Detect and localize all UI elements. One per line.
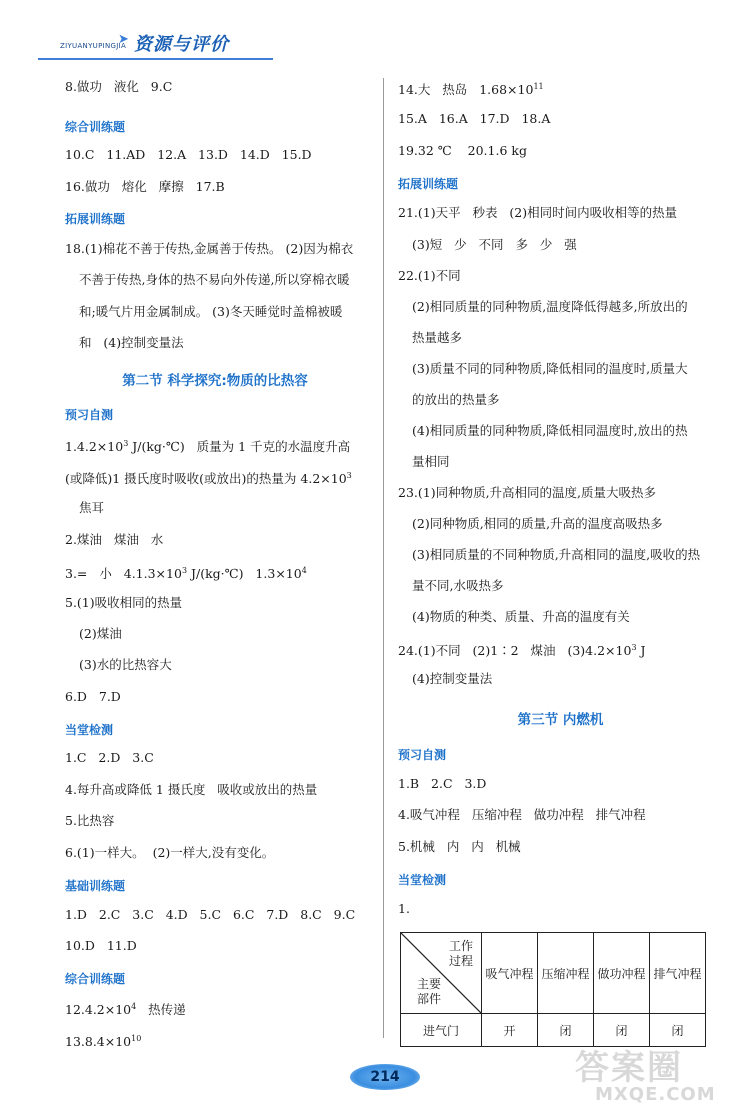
answer-1-line2: (或降低)1 摄氏度时吸收(或放出)的热量为 $4.2\times 10^3$ [65,471,352,487]
cell-compression: 闭 [538,1014,594,1047]
answer-23-2: (2)同种物质,相同的质量,升高的温度高吸热多 [412,516,663,531]
header-pinyin: ZIYUANYUPINGJIA [60,42,127,50]
basic-10-11: 10.D 11.D [65,938,137,953]
engine-1-3: 1.B 2.C 3.D [398,776,487,791]
answer-22-1: 22.(1)不同 [398,268,461,283]
answer-23-3b: 量不同,水吸热多 [412,578,504,593]
answer-6-7: 6.D 7.D [65,689,121,704]
answer-23-3a: (3)相同质量的不同种物质,升高相同的温度,吸收的热 [412,547,701,562]
subhead-extension-2: 拓展训练题 [398,177,459,191]
comp-13: $13.8.4\times 10^{10}$ [65,1034,142,1050]
answer-22-2a: (2)相同质量的同种物质,温度降低得越多,所放出的 [412,299,688,314]
answer-18-line4: 和 (4)控制变量法 [79,335,184,350]
engine-5: 5.机械 内 内 机械 [398,839,521,854]
answer-23-4: (4)物质的种类、质量、升高的温度有关 [412,609,630,624]
check-6: 6.(1)一样大。 (2)一样大,没有变化。 [65,845,275,860]
subhead-comprehensive-2: 综合训练题 [65,972,126,986]
answer-10-15: 10.C 11.AD 12.A 13.D 14.D 15.D [65,147,312,162]
answer-5-2: (2)煤油 [79,626,122,641]
answer-19-20: 19.32 ℃ 20.1.6 kg [398,143,527,158]
answer-22-4b: 量相同 [412,454,450,469]
subhead-comprehensive: 综合训练题 [65,120,126,134]
corner-bottom-label: 主要 部件 [417,977,442,1006]
comp-12: $12.4.2\times 10^4$ 热传递 [65,1002,186,1018]
watermark-bottom: MXQE.COM [595,1084,716,1105]
table-header-row [401,933,706,1014]
row-label-intake-valve: 进气门 [401,1014,482,1047]
header-compression: 压缩冲程 [538,933,594,1014]
answer-14: 14.大 热岛 $1.68\times 10^{11}$ [398,82,544,98]
answer-18-line2: 不善于传热,身体的热不易向外传递,所以穿棉衣暖 [79,272,350,287]
answer-1-line1: $1.4.2\times 10^3$ J/(kg·℃) 质量为 1 千克的水温度升高 [65,439,351,455]
engine-stroke-table [400,932,706,1047]
answer-8-9: 8.做功 液化 9.C [65,79,173,94]
page-number: 214 [350,1064,420,1090]
book-header [38,28,278,68]
watermark [565,1040,745,1110]
header-intake: 吸气冲程 [482,933,538,1014]
section-3-title: 第三节 内燃机 [517,712,604,728]
section-2-title: 第二节 科学探究:物质的比热容 [122,373,308,389]
check-1-3: 1.C 2.D 3.C [65,750,154,765]
answer-5-3: (3)水的比热容大 [79,657,172,672]
subhead-preview: 预习自测 [65,408,114,422]
answer-2: 2.煤油 煤油 水 [65,532,164,547]
subhead-classcheck: 当堂检测 [65,723,114,737]
corner-top-label: 工作 过程 [448,939,473,968]
answer-22-3b: 的放出的热量多 [412,392,500,407]
answer-21-a: 21.(1)天平 秒表 (2)相同时间内吸收相等的热量 [398,205,678,220]
answer-24-b: (4)控制变量法 [412,671,493,686]
answer-23-1: 23.(1)同种物质,升高相同的温度,质量大吸热多 [398,485,657,500]
basic-1-9: 1.D 2.C 3.C 4.D 5.C 6.C 7.D 8.C 9.C [65,907,356,922]
answer-16-17: 16.做功 熔化 摩擦 17.B [65,179,225,194]
subhead-preview-2: 预习自测 [398,748,447,762]
answer-21-b: (3)短 少 不同 多 少 强 [412,237,577,252]
answer-22-3a: (3)质量不同的同种物质,降低相同的温度时,质量大 [412,361,688,376]
answer-3-4: 3.= 小 $4.1.3\times 10^3$ J/(kg·℃) $1.3\times 10^4$ [65,566,307,582]
check-1-label: 1. [398,901,410,916]
answer-24-a: 24.(1)不同 (2)1∶2 煤油 $(3)4.2\times 10^3$ J [398,643,646,659]
answer-5-1: 5.(1)吸收相同的热量 [65,595,183,610]
header-title: 资源与评价 [134,34,229,55]
answer-22-2b: 热量越多 [412,330,463,345]
watermark-top: 答案圈 [575,1048,683,1088]
answer-1-line3: 焦耳 [79,500,105,515]
engine-4: 4.吸气冲程 压缩冲程 做功冲程 排气冲程 [398,807,646,822]
subhead-basic: 基础训练题 [65,879,126,893]
header-arrow-icon: ➤ [118,32,129,47]
answer-18-line1: 18.(1)棉花不善于传热,金属善于传热。 (2)因为棉衣 [65,241,354,256]
subhead-classcheck-2: 当堂检测 [398,873,447,887]
subhead-extension: 拓展训练题 [65,212,126,226]
answer-15-18: 15.A 16.A 17.D 18.A [398,111,551,126]
check-5: 5.比热容 [65,813,115,828]
check-4: 4.每升高或降低 1 摄氏度 吸收或放出的热量 [65,782,318,797]
header-power: 做功冲程 [594,933,650,1014]
cell-power: 闭 [594,1014,650,1047]
answer-22-4a: (4)相同质量的同种物质,降低相同温度时,放出的热 [412,423,688,438]
cell-intake: 开 [482,1014,538,1047]
table-corner-cell [401,933,482,1014]
cell-exhaust: 闭 [650,1014,706,1047]
column-divider [383,78,384,1038]
answer-18-line3: 和;暖气片用金属制成。 (3)冬天睡觉时盖棉被暖 [79,304,343,319]
header-exhaust: 排气冲程 [650,933,706,1014]
header-rule [38,58,273,60]
